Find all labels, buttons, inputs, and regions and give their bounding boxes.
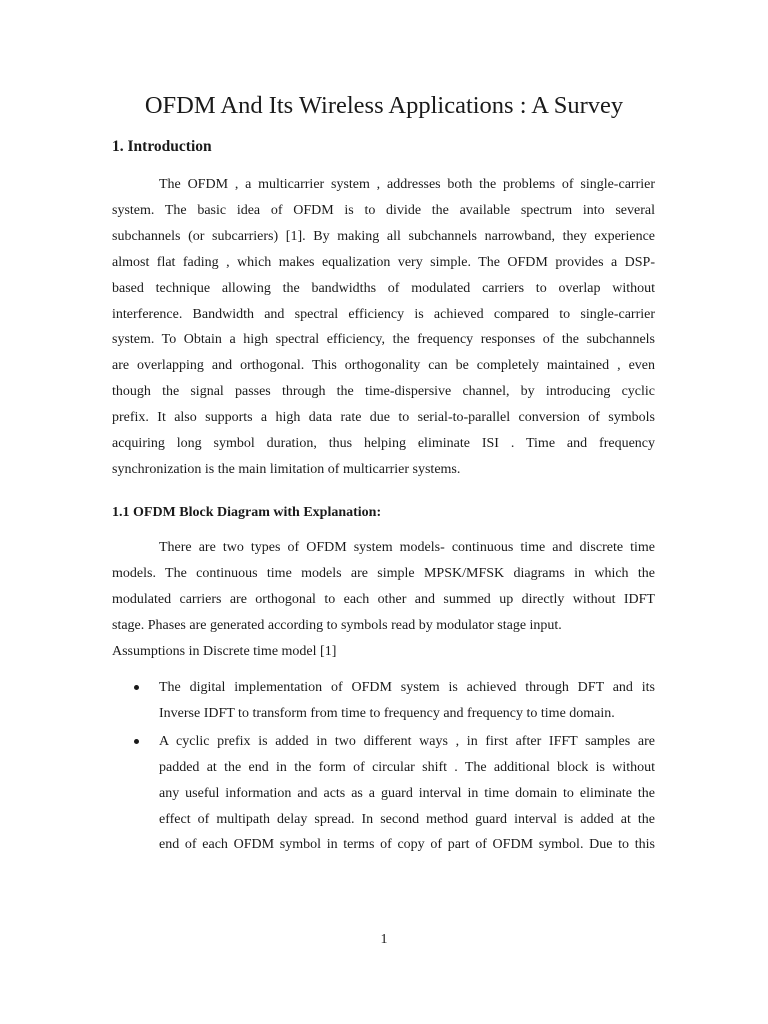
- bullet-item: [112, 729, 655, 859]
- text-line: stage. Phases are generated according to symbols read by modulator stage input.: [112, 617, 562, 633]
- bullet-dot-icon: [134, 685, 139, 690]
- text-line: though the signal passes through the time-dispersive channel, by introducing cyclic: [112, 384, 655, 400]
- text-line: prefix. It also supports a high data rate due to serial-to-parallel conversion of symbols: [112, 410, 655, 426]
- text-line: models. The continuous time models are simple MPSK/MFSK diagrams in which the: [112, 565, 655, 581]
- text-line: subchannels (or subcarriers) [1]. By making all subchannels narrowband, they experience: [112, 228, 655, 244]
- text-line: modulated carriers are orthogonal to each other and summed up directly without IDFT: [112, 591, 655, 607]
- text-line: There are two types of OFDM system models- continuous time and discrete time: [159, 540, 655, 555]
- text-line: system. To Obtain a high spectral efficiency, the frequency responses of the subchannels: [112, 332, 655, 348]
- text-line: are overlapping and orthogonal. This orthogonality can be completely maintained , even: [112, 358, 655, 374]
- bullet-dot-icon: [134, 739, 139, 744]
- text-line: Assumptions in Discrete time model [1]: [112, 643, 337, 659]
- text-line: acquiring long symbol duration, thus helping eliminate ISI . Time and frequency: [112, 436, 655, 452]
- section-heading-introduction: 1. Introduction: [112, 138, 212, 155]
- text-line: The digital implementation of OFDM system is achieved through DFT and its: [159, 680, 655, 695]
- page-title: OFDM And Its Wireless Applications : A Survey: [144, 92, 624, 119]
- text-line: effect of multipath delay spread. In second method guard interval is added at the: [159, 811, 655, 827]
- page-number: 1: [380, 932, 388, 947]
- text-line: The OFDM , a multicarrier system , addresses both the problems of single-carrier: [159, 177, 655, 192]
- text-line: based technique allowing the bandwidths of modulated carriers to overlap without: [112, 280, 655, 296]
- block-diagram-paragraph: [112, 535, 655, 665]
- text-line: almost flat fading , which makes equalization very simple. The OFDM provides a DSP-: [112, 254, 655, 270]
- assumptions-bullet-list: [112, 675, 655, 860]
- text-line: Inverse IDFT to transform from time to frequency and frequency to time domain.: [159, 705, 615, 721]
- text-line: interference. Bandwidth and spectral efficiency is achieved compared to single-carrier: [112, 306, 655, 322]
- text-line: end of each OFDM symbol in terms of copy of part of OFDM symbol. Due to this: [159, 837, 655, 853]
- text-line: padded at the end in the form of circular shift . The additional block is without: [159, 759, 655, 775]
- text-line: system. The basic idea of OFDM is to divide the available spectrum into several: [112, 202, 655, 218]
- text-line: synchronization is the main limitation of multicarrier systems.: [112, 461, 461, 477]
- text-line: A cyclic prefix is added in two different ways , in first after IFFT samples are: [159, 733, 655, 749]
- bullet-item: [112, 675, 655, 727]
- text-line: any useful information and acts as a guard interval in time domain to eliminate the: [159, 785, 655, 801]
- section-heading-block-diagram: 1.1 OFDM Block Diagram with Explanation:: [112, 505, 382, 520]
- introduction-paragraph: [112, 172, 655, 483]
